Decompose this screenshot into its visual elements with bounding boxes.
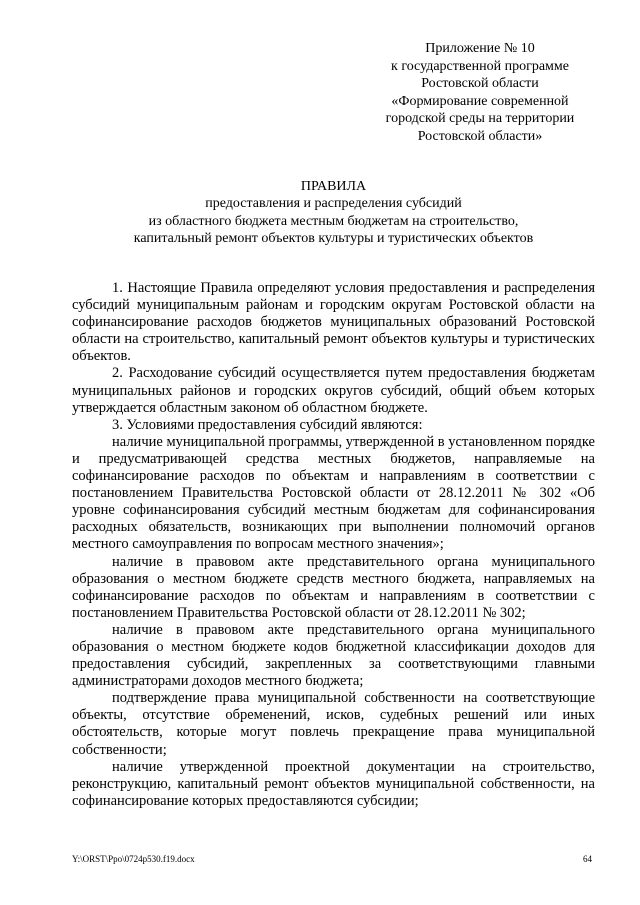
document-subtitle [72, 195, 595, 248]
paragraph: 3. Условиями предоставления субсидий являются: [112, 416, 423, 433]
paragraph: 2. Расходование субсидий осуществляется путем предоставления бюджетам муниципальных районов и городских округов субсидий, общий объем которых утверждается областным законом об областном бюджете. [72, 365, 595, 416]
paragraph: наличие в правовом акте представительного органа муниципального образования о местном бюджете средств местного бюджета, направляемых на софинансирование расходов по объектам и направлениям в соответствии с постановлением Правительства Ростовской области от 28.12.2011 № 302; [72, 553, 595, 621]
paragraph: наличие в правовом акте представительного органа муниципального образования о местном бюджете кодов бюджетной классификации доходов для предоставления субсидий, закрепленных за соответствующими главными администраторами доходов местного бюджета; [72, 621, 595, 690]
paragraph: 1. Настоящие Правила определяют условия предоставления и распределения субсидий муниципальным районам и городским округам Ростовской области на софинансирование расходов бюджетов муниципальных образований Ростовской области на строительство, капитальный ремонт объектов культуры и туристических объектов. [72, 280, 595, 365]
subtitle-line: предоставления и распределения субсидий [205, 196, 462, 211]
subtitle-line: капитальный ремонт объектов культуры и туристических объектов [133, 231, 534, 246]
paragraph: наличие утвержденной проектной документации на строительство, реконструкцию, капитальный ремонт объектов муниципальной собственности, на софинансирование которых предоставляются субсидии; [72, 758, 595, 809]
appendix-block [360, 40, 600, 145]
subtitle-line: из областного бюджета местным бюджетам на строительство, [148, 213, 519, 229]
appendix-line: к государственной программе [391, 58, 569, 74]
appendix-line: Ростовской области» [417, 128, 543, 144]
paragraph: наличие муниципальной программы, утвержденной в установленном порядке и предусматривающей средства местных бюджетов, направляемые на софинансирование расходов по объектам и направлениям в соответствии с постановлением Правительства Ростовской области от 28.12.2011 № 302 «Об уровне софинансирования субсидий местным бюджетам для софинансирования расходных обязательств, возникающих при выполнении полномочий органов местного самоуправления по вопросам местного значения»; [72, 433, 595, 553]
paragraph: подтверждение права муниципальной собственности на соответствующие объекты, отсутствие обременений, исков, судебных решений или иных обстоятельств, которые могут повлечь прекращение права муниципальной собственности; [72, 690, 595, 758]
footer-file-path: Y:\ORST\Ppo\0724p530.f19.docx [72, 854, 195, 864]
appendix-line: городской среды на территории [385, 111, 575, 126]
document-body [72, 280, 595, 810]
appendix-line: Ростовской области [421, 76, 539, 91]
appendix-line: «Формирование современной [391, 93, 569, 109]
appendix-line: Приложение № 10 [425, 41, 535, 56]
document-title: ПРАВИЛА [300, 179, 367, 194]
page-number: 64 [583, 854, 592, 864]
